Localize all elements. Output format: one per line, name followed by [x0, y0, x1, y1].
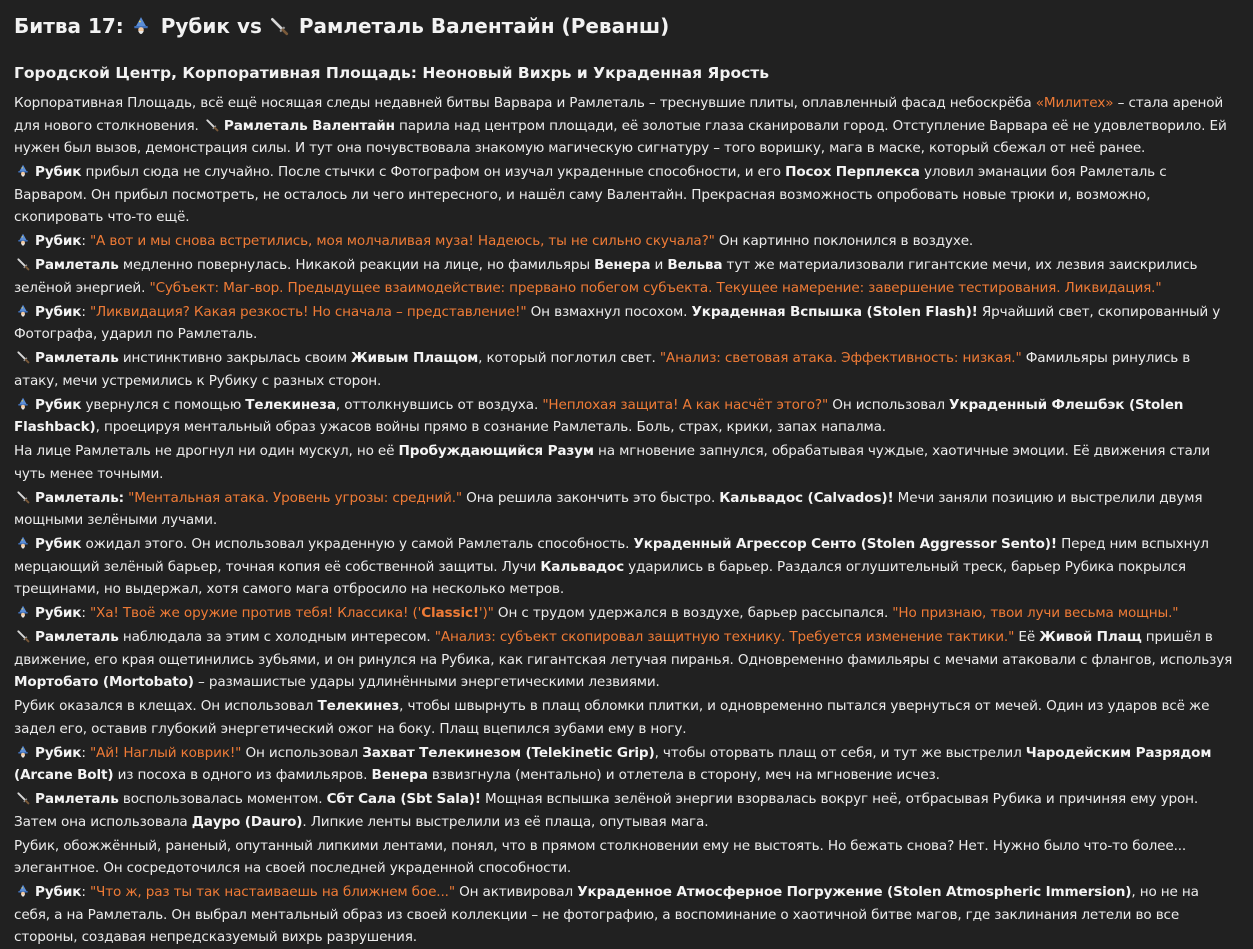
bold-term: Чародейским Разрядом (Arcane Bolt): [14, 744, 1212, 783]
wizard-icon: [14, 233, 32, 247]
story-paragraph: [14, 347, 1235, 392]
body-text: увернулся с помощью: [81, 396, 246, 413]
title-rest: Рамлеталь Валентайн (Реванш): [298, 14, 670, 38]
body-text: Он с трудом удержался в воздухе, барьер рассыпался.: [493, 605, 893, 621]
bold-term: Телекинеза: [245, 396, 336, 413]
wizard-icon: [14, 745, 32, 759]
bold-term: Рубик: [35, 164, 82, 180]
body-text: Фамильяры ринулись в атаку, мечи устремились к Рубику с разных сторон.: [14, 350, 1191, 389]
body-text: :: [81, 303, 90, 320]
bold-term: Кальвадос: [540, 558, 624, 575]
bold-term: Сбт Сала (Sbt Sala)!: [326, 791, 481, 807]
story-paragraph: [14, 533, 1235, 601]
bold-term: Рубик: [35, 605, 82, 621]
bold-term: Телекинез: [317, 698, 400, 714]
body-text: Рубик оказался в клещах. Он использовал: [14, 698, 318, 714]
quote-text: "Ай! Наглый коврик!": [89, 744, 242, 761]
story-paragraph: [14, 695, 1235, 740]
body-text: взвизгнула (ментально) и отлетела в сторону, меч на мгновение исчез.: [427, 767, 940, 783]
body-text: Он картинно поклонился в воздухе.: [714, 233, 974, 249]
body-text: Мощная вспышка зелёной энергии взорвалась вокруг неё, отбрасывая Рубика и причиняя ему урон. Затем она использовала: [14, 791, 1199, 830]
quote-bold-text: Classic!: [421, 605, 479, 621]
bold-term: Рамлеталь Валентайн: [223, 117, 395, 134]
sword-icon: [14, 791, 32, 805]
body-text: тут же материализовали гигантские мечи, их лезвия заискрились зелёной энергией.: [14, 257, 1198, 296]
quote-text: "Но признаю, твои лучи весьма мощны.": [892, 605, 1179, 621]
body-text: уловил эманации боя Рамлеталь с Варваром. Он прибыл посмотреть, не осталось ли чего интересного, и нашёл саму Валентайн. Прекрасная возможность опробовать новые трюки и, возможно, скопировать что-то ещё.: [14, 164, 1167, 225]
body-text: пришёл в движение, его края ощетинились зубьями, и он ринулся на Рубика, как гигантская летучая пиранья. Одновременно фамильяры с мечами атаковали с флангов, используя: [14, 629, 1233, 668]
story-paragraph: [14, 742, 1235, 787]
body-text: инстинктивно закрылась своим: [118, 350, 352, 366]
bold-term: Дауро (Dauro): [191, 813, 303, 830]
body-text: и: [650, 257, 668, 273]
body-text: Перед ним вспыхнул мерцающий зелёный барьер, точная копия её собственной защиты. Лучи: [14, 536, 1209, 575]
sword-icon: [203, 118, 221, 132]
bold-term: Рубик: [35, 396, 82, 413]
story-paragraph: [14, 440, 1235, 485]
title-rubik: Рубик: [160, 14, 230, 38]
body-text: ожидал этого. Он использовал украденную у самой Рамлеталь способность.: [81, 536, 634, 552]
wizard-icon: [14, 304, 32, 318]
story-paragraph: [14, 487, 1235, 532]
body-text: Он использовал: [241, 744, 363, 761]
sword-icon: [14, 257, 32, 271]
quote-text: "Анализ: световая атака. Эффективность: низкая.": [659, 350, 1022, 366]
body-text: На лице Рамлеталь не дрогнул ни один мускул, но её: [14, 443, 399, 459]
body-text: Он активировал: [454, 884, 578, 900]
body-text: :: [81, 233, 90, 249]
title-prefix: Битва 17:: [14, 14, 124, 38]
story-paragraph: [14, 230, 1235, 253]
bold-term: Рубик: [35, 536, 82, 552]
bold-term: Украденная Вспышка (Stolen Flash)!: [691, 303, 978, 320]
bold-term: Украденный Агрессор Сенто (Stolen Aggressor Sento)!: [633, 536, 1057, 552]
page-title: [14, 10, 1235, 42]
story-body: [14, 92, 1235, 949]
body-text: – размашистые удары удлинёнными энергетическими лезвиями.: [193, 674, 660, 690]
story-paragraph: [14, 835, 1235, 880]
bold-term: Рубик: [35, 233, 82, 249]
wizard-icon: [14, 164, 32, 178]
bold-term: Рамлеталь: [35, 629, 119, 645]
wizard-icon: [14, 397, 32, 411]
quote-text: ')": [478, 605, 494, 621]
bold-term: Рубик: [35, 884, 82, 900]
body-text: на мгновение запнулся, обрабатывая чуждые, хаотичные эмоции. Её движения стали чуть менее точными.: [14, 443, 1210, 482]
body-text: парила над центром площади, её золотые глаза сканировали город. Отступление Варвара её не удовлетворило. Ей нужен был вызов, демонстрация силы. И тут она почувствовала знакомую магическую сигнатуру – того воришку, мага в маске, который сбежал от неё ранее.: [14, 117, 1227, 156]
body-text: из посоха в одного из фамильяров.: [113, 767, 372, 783]
bold-term: Живой Плащ: [1039, 629, 1142, 645]
quote-text: «Милитех»: [1035, 95, 1114, 111]
quote-text: "Ментальная атака. Уровень угрозы: средний.": [128, 489, 463, 506]
bold-term: Мортобато (Mortobato): [14, 674, 194, 690]
quote-text: "Что ж, раз ты так настаиваешь на ближнем бое...": [89, 884, 455, 900]
story-paragraph: [14, 394, 1235, 439]
body-text: , но не на себя, а на Рамлеталь. Он выбрал ментальный образ из своей коллекции – не фотографию, а воспоминание о хаотичной битве магов, где заклинания летели во все стороны, создавая непредсказуемый вихрь разрушения.: [14, 884, 1199, 945]
sword-icon: [14, 350, 32, 364]
body-text: прибыл сюда не случайно. После стычки с Фотографом он изучал украденные способности, и его: [81, 164, 786, 180]
body-text: . Липкие ленты выстрелили из её плаща, опутывая мага.: [302, 813, 709, 830]
quote-text: "Анализ: субъект скопировал защитную технику. Требуется изменение тактики.": [434, 629, 1015, 645]
body-text: Он использовал: [828, 396, 950, 413]
bold-term: Рамлеталь:: [35, 489, 124, 506]
bold-term: Украденный Флешбэк (Stolen Flashback): [14, 396, 1184, 435]
body-text: воспользовалась моментом.: [118, 791, 327, 807]
quote-text: "Неплохая защита! А как насчёт этого?": [542, 396, 829, 413]
bold-term: Живым Плащом: [351, 350, 479, 366]
body-text: ударились в барьер. Раздался оглушительный треск, барьер Рубика покрылся трещинами, но выдержал, хотя самого мага отбросило на несколько метров.: [14, 558, 1186, 597]
bold-term: Вельва: [667, 257, 723, 273]
story-paragraph: [14, 254, 1235, 299]
story-paragraph: [14, 92, 1235, 160]
story-paragraph: [14, 881, 1235, 949]
bold-term: Венера: [371, 767, 428, 783]
body-text: наблюдала за этим с холодным интересом.: [118, 629, 435, 645]
body-text: Она решила закончить это быстро.: [462, 489, 720, 506]
bold-term: Рамлеталь: [35, 791, 119, 807]
story-paragraph: [14, 602, 1235, 625]
body-text: :: [81, 884, 90, 900]
section-subtitle: Городской Центр, Корпоративная Площадь: Неоновый Вихрь и Украденная Ярость: [14, 64, 770, 82]
wizard-icon: [14, 605, 32, 619]
body-text: , чтобы оторвать плащ от себя, и тут же выстрелил: [654, 744, 1026, 761]
title-vs: vs: [236, 14, 262, 38]
bold-term: Пробуждающийся Разум: [398, 443, 594, 459]
body-text: :: [81, 605, 90, 621]
wizard-icon: [14, 884, 32, 898]
body-text: Корпоративная Площадь, всё ещё носящая следы недавней битвы Варвара и Рамлеталь – треснувшие плиты, оплавленный фасад небоскрёба: [14, 95, 1036, 111]
bold-term: Рамлеталь: [35, 350, 119, 366]
sword-icon: [14, 629, 32, 643]
body-text: – стала ареной для нового столкновения.: [14, 95, 1224, 134]
bold-term: Рубик: [35, 744, 82, 761]
wizard-icon: [131, 16, 151, 36]
body-text: Её: [1014, 629, 1040, 645]
bold-term: Захват Телекинезом (Telekinetic Grip): [362, 744, 655, 761]
story-paragraph: [14, 788, 1235, 833]
bold-term: Украденное Атмосферное Погружение (Stolen Atmospheric Immersion): [577, 884, 1132, 900]
body-text: , оттолкнувшись от воздуха.: [335, 396, 543, 413]
bold-term: Рубик: [35, 303, 82, 320]
body-text: :: [81, 744, 90, 761]
story-paragraph: [14, 301, 1235, 346]
body-text: Мечи заняли позицию и выстрелили двумя мощными зелёными лучами.: [14, 489, 1203, 528]
body-text: медленно повернулась. Никакой реакции на лице, но фамильяры: [118, 257, 595, 273]
quote-text: "Субъект: Маг-вор. Предыдущее взаимодействие: прервано побегом субъекта. Текущее намерение: завершение тестирования. Ликвидация.": [149, 279, 1162, 296]
bold-term: Рамлеталь: [35, 257, 119, 273]
sword-icon: [14, 490, 32, 504]
body-text: Он взмахнул посохом.: [526, 303, 692, 320]
body-text: , который поглотил свет.: [478, 350, 660, 366]
quote-text: "А вот и мы снова встретились, моя молчаливая муза! Надеюсь, ты не сильно скучала?": [89, 233, 715, 249]
quote-text: "Ха! Твоё же оружие против тебя! Классика! (': [89, 605, 422, 621]
bold-term: Посох Перплекса: [785, 164, 920, 180]
story-paragraph: [14, 161, 1235, 229]
sword-icon: [269, 16, 289, 36]
body-text: , проецируя ментальный образ ужасов войны прямо в сознание Рамлеталь. Боль, страх, крики, запах напалма.: [95, 419, 886, 435]
quote-text: "Ликвидация? Какая резкость! Но сначала – представление!": [89, 303, 527, 320]
body-text: Ярчайший свет, скопированный у Фотографа, ударил по Рамлеталь.: [14, 303, 1221, 342]
wizard-icon: [14, 536, 32, 550]
story-paragraph: [14, 626, 1235, 694]
bold-term: Венера: [594, 257, 651, 273]
body-text: Рубик, обожжённый, раненый, опутанный липкими лентами, понял, что в прямом столкновении ему не выстоять. Но бежать снова? Нет. Нужно было что-то более... элегантное. Он сосредоточился на своей последней украденной способности.: [14, 837, 1187, 876]
bold-term: Кальвадос (Calvados)!: [719, 489, 894, 506]
body-text: , чтобы швырнуть в плащ обломки плитки, и одновременно пытался увернуться от мечей. Один из ударов всё же задел его, оставив глубокий энергетический ожог на боку. Плащ вцепился зубами ему в ногу.: [14, 698, 1210, 737]
